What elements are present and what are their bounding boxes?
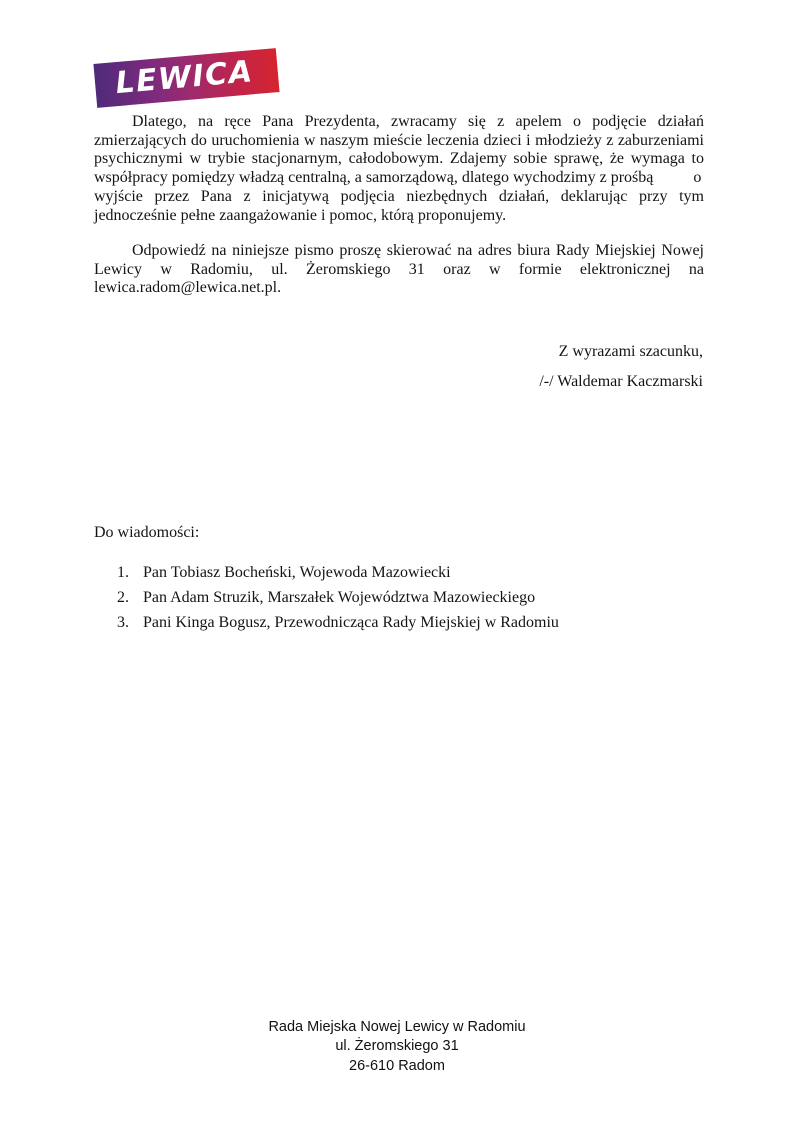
cc-list-item	[94, 560, 704, 585]
paragraph-line: wyjście przez Pana z inicjatywą podjęcia niezbędnych działań, deklarując przy tym	[94, 187, 704, 205]
email-address: lewica.radom@lewica.net.pl.	[94, 279, 282, 297]
paragraph-appeal	[94, 113, 704, 225]
lewica-logo-text: LEWICA	[114, 54, 255, 102]
cc-item-text: Pani Kinga Bogusz, Przewodnicząca Rady Miejskiej w Radomiu	[143, 614, 559, 631]
footer-address-block	[0, 1018, 794, 1076]
footer-org-name: Rada Miejska Nowej Lewicy w Radomiu	[268, 1019, 526, 1035]
footer-postal-city: 26-610 Radom	[349, 1057, 445, 1074]
paragraph-line: Odpowiedź na niniejsze pismo proszę skierować na adres biura Rady Miejskiej Nowej	[132, 242, 704, 259]
paragraph-line: współpracy pomiędzy władzą centralną, a samorządową, dlatego wychodzimy z prośbą o	[94, 169, 702, 187]
cc-list-item	[94, 585, 704, 610]
cc-list-item	[94, 610, 704, 635]
paragraph-reply-address	[94, 242, 704, 298]
paragraph-line: jednocześnie pełne zaangażowanie i pomoc, którą proponujemy.	[94, 206, 507, 224]
signature-name: /-/ Waldemar Kaczmarski	[539, 372, 703, 390]
footer-street: ul. Żeromskiego 31	[335, 1038, 459, 1055]
paragraph-line: zmierzających do uruchomienia w naszym mieście leczenia dzieci i młodzieży z zaburzeniami	[94, 131, 704, 149]
lewica-logo	[93, 48, 279, 108]
signature-closing: Z wyrazami szacunku,	[558, 343, 703, 360]
paragraph-line: Dlatego, na ręce Pana Prezydenta, zwracamy się z apelem o podjęcie działań	[132, 113, 704, 130]
cc-list	[94, 560, 704, 635]
cc-item-text: Pan Tobiasz Bocheński, Wojewoda Mazowiecki	[143, 564, 451, 581]
cc-title: Do wiadomości:	[94, 524, 200, 541]
cc-item-number: 3.	[117, 614, 129, 631]
signature-block	[94, 343, 703, 391]
paragraph-line: Lewicy w Radomiu, ul. Żeromskiego 31 oraz w formie elektronicznej na	[94, 260, 704, 278]
cc-item-number: 1.	[117, 564, 129, 581]
paragraph-line: psychicznymi w trybie stacjonarnym, całodobowym. Zdajemy sobie sprawę, że wymaga to	[94, 150, 704, 168]
cc-item-text: Pan Adam Struzik, Marszałek Województwa Mazowieckiego	[143, 589, 536, 606]
cc-item-number: 2.	[117, 589, 129, 606]
